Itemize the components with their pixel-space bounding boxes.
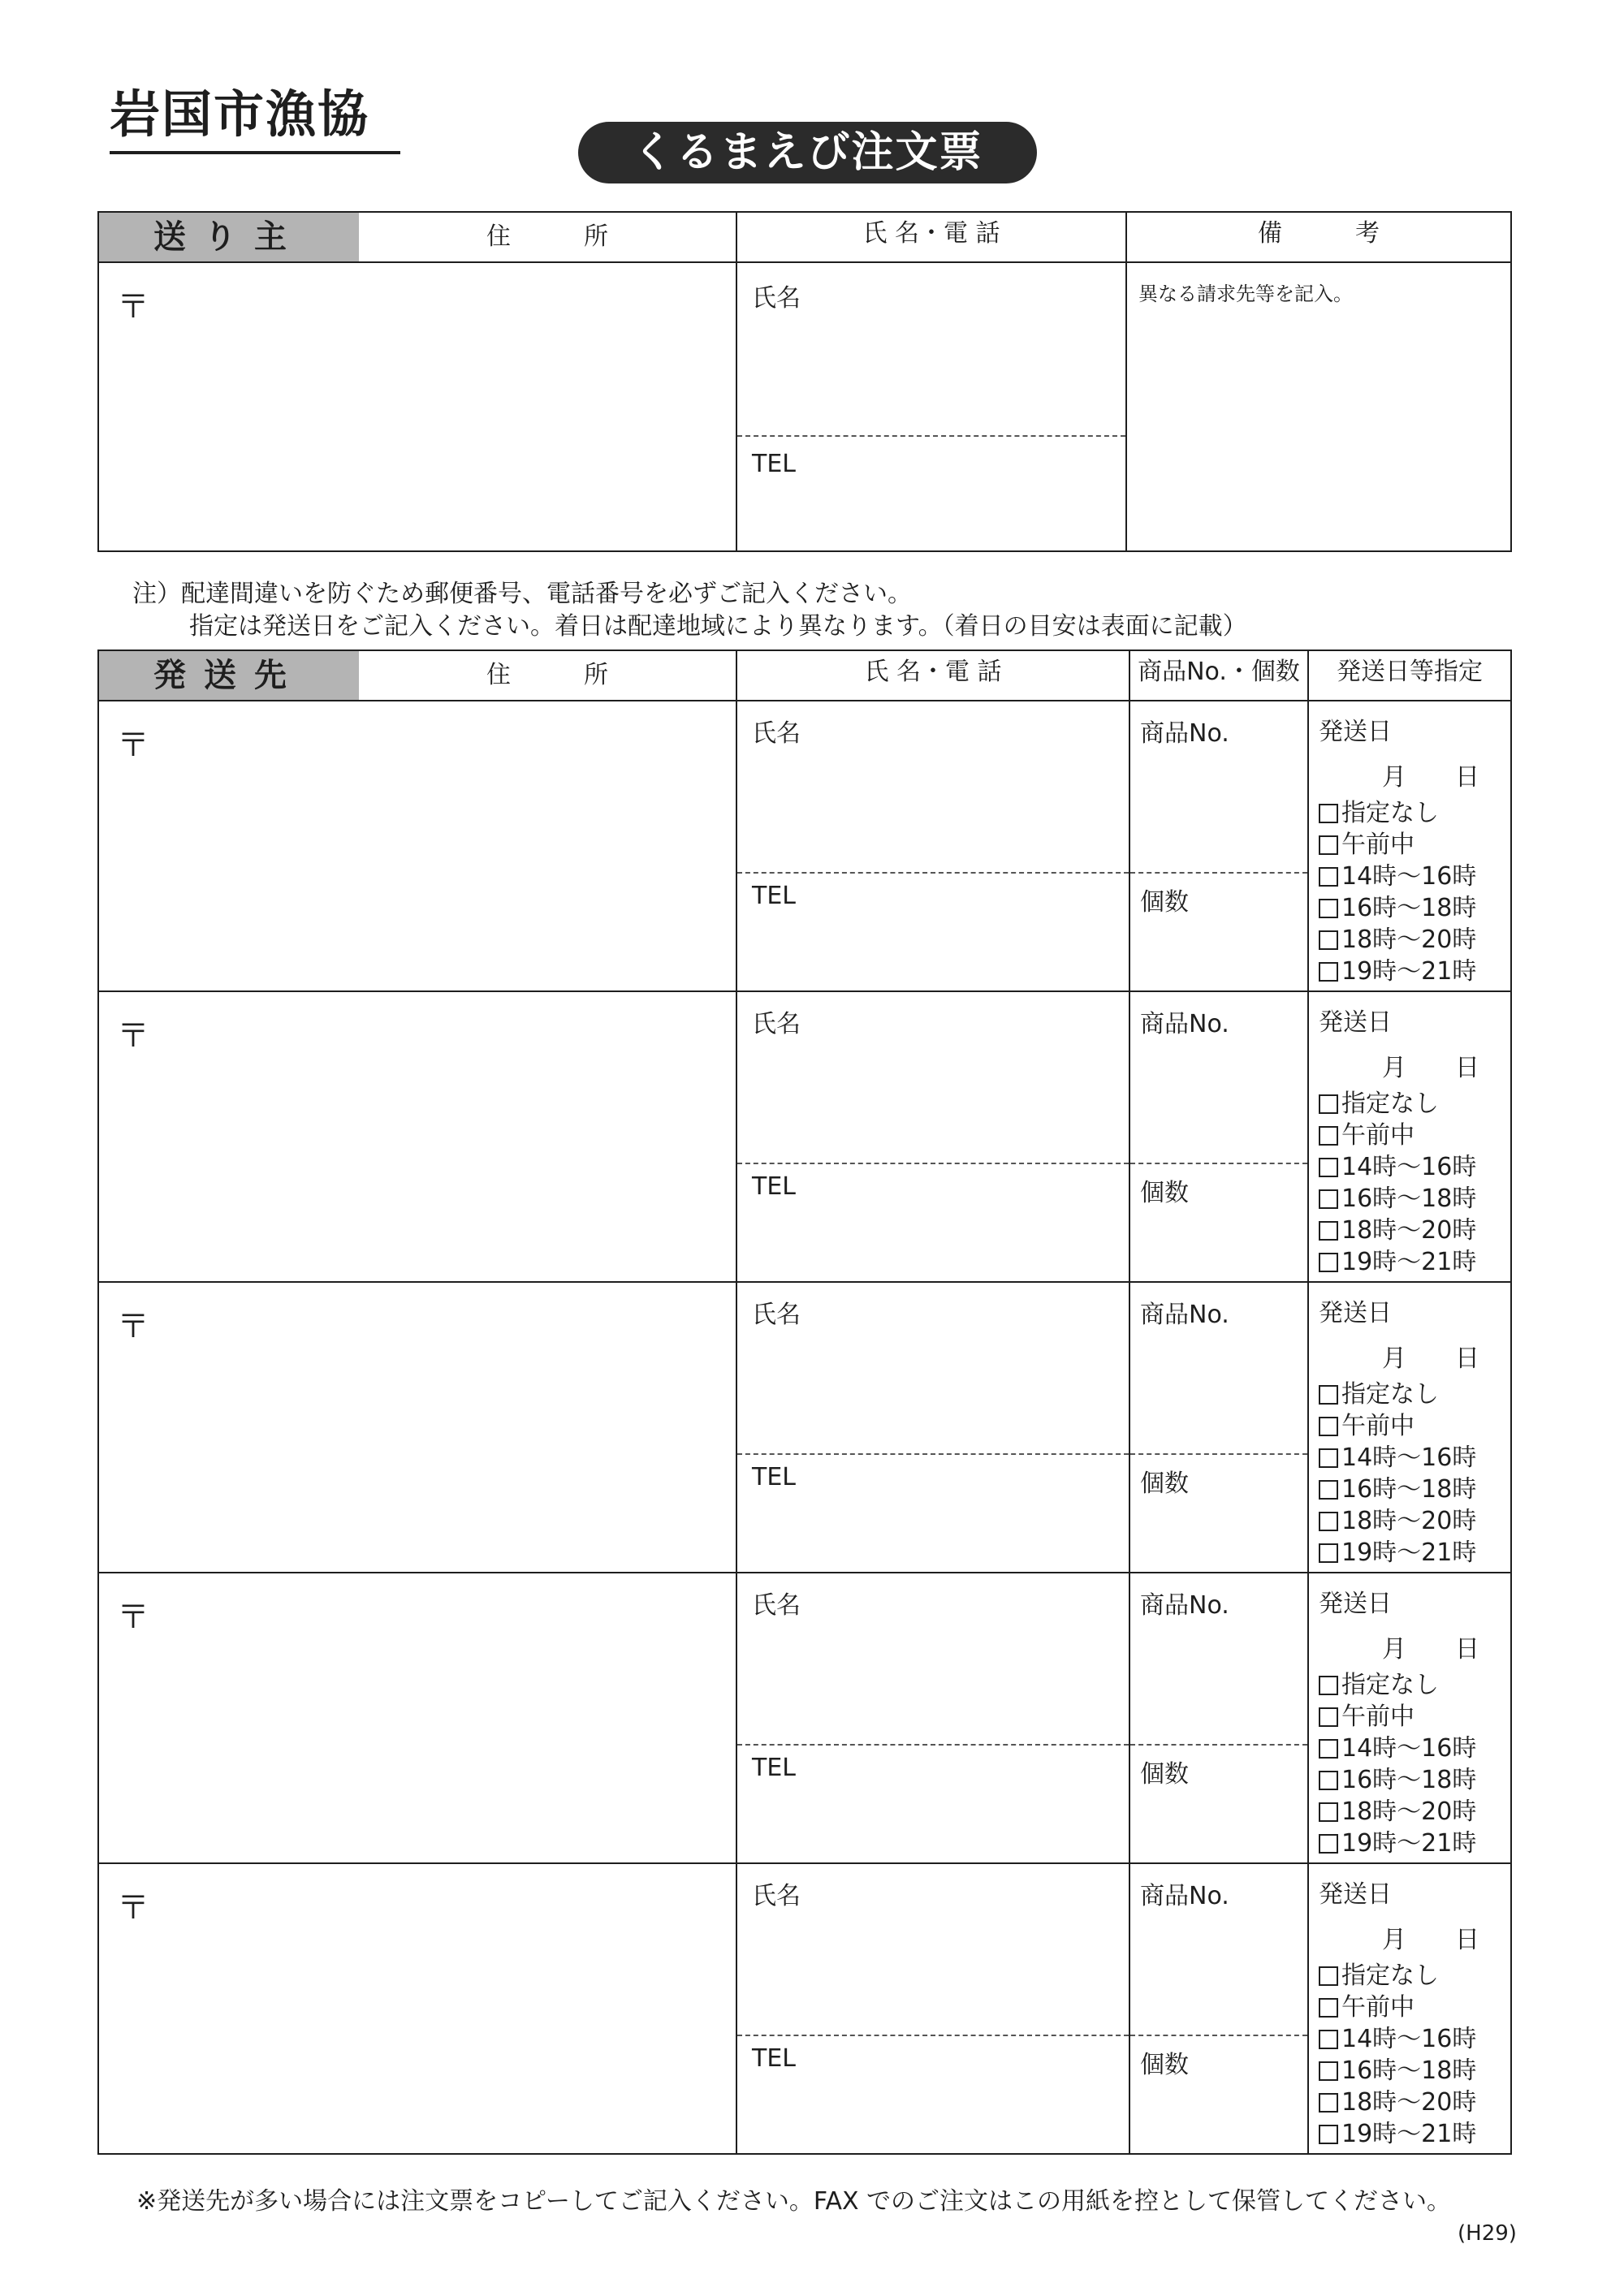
dashed-divider [1130,1163,1307,1164]
delivery-option[interactable] [1319,2023,1476,2055]
name-label: 氏名 [752,284,801,313]
checkbox[interactable] [1319,1676,1338,1695]
option-label: 19時～21時 [1341,1248,1477,1276]
recipient-name-phone-field[interactable] [736,1282,1129,1573]
recipient-delivery-field[interactable] [1308,701,1511,991]
checkbox[interactable] [1319,835,1338,855]
dashed-divider [1130,872,1307,874]
option-label: 19時～21時 [1341,1539,1477,1567]
option-label: 14時～16時 [1341,1734,1477,1763]
postal-mark: 〒 [117,1017,149,1055]
delivery-options [1319,1379,1476,1569]
sender-address-field[interactable] [98,262,736,551]
recipient-address-field[interactable] [98,991,736,1282]
ship-date-label: 発送日 [1319,1299,1392,1327]
option-label: 16時～18時 [1341,894,1477,922]
delivery-option[interactable] [1319,1505,1476,1537]
delivery-option[interactable] [1319,1120,1476,1151]
qty-label: 個数 [1140,2051,1189,2079]
month-day-label: 月 日 [1382,1344,1479,1373]
option-label: 14時～16時 [1341,1444,1477,1472]
col-name-phone: 氏 名・電 話 [736,212,1126,262]
option-label: 16時～18時 [1341,1475,1477,1504]
col-delivery: 発送日等指定 [1308,650,1511,701]
recipient-row [98,1573,1511,1863]
recipient-header-cell [98,650,736,701]
delivery-option[interactable] [1319,861,1476,892]
qty-label: 個数 [1140,1760,1189,1789]
checkbox[interactable] [1319,930,1338,950]
option-label: 14時～16時 [1341,862,1477,891]
delivery-option[interactable] [1319,1410,1476,1442]
checkbox[interactable] [1319,1512,1338,1531]
delivery-option[interactable] [1319,1764,1476,1796]
checkbox[interactable] [1319,867,1338,887]
delivery-options [1319,797,1476,987]
checkbox[interactable] [1319,1253,1338,1272]
delivery-option[interactable] [1319,797,1476,829]
sender-section-label: 送り主 [99,213,359,261]
recipient-product-qty-field[interactable] [1129,1573,1308,1863]
option-label: 16時～18時 [1341,1766,1477,1794]
month-day-label: 月 日 [1382,1926,1479,1954]
checkbox[interactable] [1319,1417,1338,1436]
delivery-options [1319,1669,1476,1859]
name-label: 氏名 [752,1591,801,1620]
delivery-option[interactable] [1319,1442,1476,1474]
checkbox[interactable] [1319,1126,1338,1146]
postal-mark: 〒 [117,1889,149,1927]
dashed-divider [737,435,1125,437]
recipient-delivery-field[interactable] [1308,1282,1511,1573]
col-address: 住 所 [486,661,608,689]
recipient-product-qty-field[interactable] [1129,1863,1308,2154]
footer-note: ※発送先が多い場合には注文票をコピーしてご記入ください。FAX でのご注文はこの用紙を控として保管してください。 [136,2187,1452,2216]
checkbox[interactable] [1319,1221,1338,1241]
option-label: 16時～18時 [1341,2056,1477,2085]
checkbox[interactable] [1319,2125,1338,2144]
option-label: 午前中 [1341,831,1415,859]
delivery-option[interactable] [1319,956,1476,987]
recipient-address-field[interactable] [98,1863,736,2154]
option-label: 14時～16時 [1341,1153,1477,1181]
month-day-label: 月 日 [1382,1635,1479,1664]
checkbox[interactable] [1319,2093,1338,2113]
organization-underline [110,151,400,154]
option-label: 午前中 [1341,1121,1415,1150]
delivery-options [1319,1960,1476,2150]
product-no-label: 商品No. [1140,719,1229,748]
col-name-phone: 氏 名・電 話 [736,650,1129,701]
col-product-qty: 商品No.・個数 [1129,650,1308,701]
recipient-product-qty-field[interactable] [1129,1282,1308,1573]
form-title: くるまえび注文票 [578,122,1037,183]
option-label: 19時～21時 [1341,1829,1477,1858]
option-label: 指定なし [1341,1090,1439,1118]
delivery-option[interactable] [1319,1088,1476,1120]
delivery-option[interactable] [1319,2055,1476,2087]
option-label: 18時～20時 [1341,1216,1477,1245]
sender-header-cell [98,212,736,262]
delivery-option[interactable] [1319,1474,1476,1505]
option-label: 18時～20時 [1341,1798,1477,1826]
recipient-row [98,701,1511,991]
form-code: (H29) [1458,2221,1517,2246]
recipient-delivery-field[interactable] [1308,991,1511,1282]
checkbox[interactable] [1319,899,1338,918]
delivery-option[interactable] [1319,1701,1476,1733]
option-label: 指定なし [1341,1380,1439,1409]
dashed-divider [737,1163,1129,1164]
delivery-option[interactable] [1319,1669,1476,1701]
option-label: 18時～20時 [1341,1507,1477,1535]
option-label: 午前中 [1341,1703,1415,1731]
checkbox[interactable] [1319,1094,1338,1114]
recipient-section-label: 発送先 [99,651,359,700]
delivery-option[interactable] [1319,2087,1476,2118]
option-label: 18時～20時 [1341,2088,1477,2117]
recipient-name-phone-field[interactable] [736,1863,1129,2154]
option-label: 16時～18時 [1341,1185,1477,1213]
ship-date-label: 発送日 [1319,1008,1392,1037]
postal-mark: 〒 [117,1599,149,1636]
tel-label: TEL [752,450,796,478]
dashed-divider [737,2035,1129,2036]
delivery-option[interactable] [1319,1379,1476,1410]
dashed-divider [737,872,1129,874]
delivery-option[interactable] [1319,1733,1476,1764]
dashed-divider [737,1744,1129,1746]
sender-name-phone-field[interactable] [736,262,1126,551]
checkbox[interactable] [1319,1543,1338,1563]
remarks-hint: 異なる請求先等を記入。 [1138,283,1353,305]
product-no-label: 商品No. [1140,1591,1229,1620]
checkbox[interactable] [1319,1707,1338,1727]
checkbox[interactable] [1319,804,1338,823]
delivery-option[interactable] [1319,924,1476,956]
note-line-2: 指定は発送日をご記入ください。着日は配達地域により異なります。（着日の目安は表面に記載） [189,612,1247,641]
delivery-options [1319,1088,1476,1278]
delivery-option[interactable] [1319,1828,1476,1859]
recipient-address-field[interactable] [98,1573,736,1863]
delivery-option[interactable] [1319,1183,1476,1215]
recipient-address-field[interactable] [98,1282,736,1573]
delivery-option[interactable] [1319,1246,1476,1278]
tel-label: TEL [752,1463,796,1491]
product-no-label: 商品No. [1140,1882,1229,1910]
option-label: 午前中 [1341,1993,1415,2022]
checkbox[interactable] [1319,1385,1338,1405]
note-line-1: 注）配達間違いを防ぐため郵便番号、電話番号を必ずご記入ください。 [132,580,912,608]
checkbox[interactable] [1319,1189,1338,1209]
option-label: 14時～16時 [1341,2025,1477,2053]
col-remarks: 備 考 [1126,212,1511,262]
recipient-name-phone-field[interactable] [736,701,1129,991]
checkbox[interactable] [1319,1480,1338,1500]
name-label: 氏名 [752,1301,801,1329]
qty-label: 個数 [1140,1179,1189,1207]
name-label: 氏名 [752,719,801,748]
recipient-row [98,1863,1511,2154]
product-no-label: 商品No. [1140,1301,1229,1329]
checkbox[interactable] [1319,1966,1338,1986]
checkbox[interactable] [1319,1802,1338,1822]
organization-name: 岩国市漁協 [110,84,370,144]
recipient-row [98,991,1511,1282]
checkbox[interactable] [1319,1998,1338,2018]
checkbox[interactable] [1319,1448,1338,1468]
option-label: 指定なし [1341,1962,1439,1990]
col-address: 住 所 [486,222,608,251]
dashed-divider [1130,2035,1307,2036]
dashed-divider [737,1453,1129,1455]
recipient-table [97,650,1512,2155]
recipient-address-field[interactable] [98,701,736,991]
recipient-product-qty-field[interactable] [1129,991,1308,1282]
checkbox[interactable] [1319,962,1338,982]
delivery-option[interactable] [1319,2118,1476,2150]
delivery-option[interactable] [1319,829,1476,861]
checkbox[interactable] [1319,2061,1338,2081]
delivery-option[interactable] [1319,1537,1476,1569]
delivery-option[interactable] [1319,1796,1476,1828]
option-label: 指定なし [1341,799,1439,827]
product-no-label: 商品No. [1140,1010,1229,1038]
tel-label: TEL [752,2044,796,2073]
tel-label: TEL [752,882,796,910]
ship-date-label: 発送日 [1319,1880,1392,1909]
postal-mark: 〒 [117,727,149,764]
recipient-name-phone-field[interactable] [736,1573,1129,1863]
ship-date-label: 発送日 [1319,1590,1392,1618]
delivery-option[interactable] [1319,1960,1476,1992]
checkbox[interactable] [1319,1771,1338,1790]
option-label: 19時～21時 [1341,957,1477,986]
month-day-label: 月 日 [1382,763,1479,792]
sender-remarks-field[interactable] [1126,262,1511,551]
qty-label: 個数 [1140,888,1189,917]
postal-mark: 〒 [117,288,149,326]
delivery-option[interactable] [1319,1992,1476,2023]
ship-date-label: 発送日 [1319,718,1392,746]
tel-label: TEL [752,1754,796,1782]
qty-label: 個数 [1140,1470,1189,1498]
checkbox[interactable] [1319,1739,1338,1759]
checkbox[interactable] [1319,1834,1338,1854]
recipient-row [98,1282,1511,1573]
postal-mark: 〒 [117,1308,149,1345]
option-label: 18時～20時 [1341,926,1477,954]
delivery-option[interactable] [1319,892,1476,924]
checkbox[interactable] [1319,2030,1338,2049]
delivery-option[interactable] [1319,1215,1476,1246]
option-label: 指定なし [1341,1671,1439,1699]
name-label: 氏名 [752,1010,801,1038]
checkbox[interactable] [1319,1158,1338,1177]
recipient-name-phone-field[interactable] [736,991,1129,1282]
recipient-product-qty-field[interactable] [1129,701,1308,991]
dashed-divider [1130,1453,1307,1455]
month-day-label: 月 日 [1382,1054,1479,1082]
delivery-option[interactable] [1319,1151,1476,1183]
recipient-delivery-field[interactable] [1308,1573,1511,1863]
sender-table [97,211,1512,552]
dashed-divider [1130,1744,1307,1746]
recipient-delivery-field[interactable] [1308,1863,1511,2154]
name-label: 氏名 [752,1882,801,1910]
option-label: 午前中 [1341,1412,1415,1440]
option-label: 19時～21時 [1341,2120,1477,2148]
tel-label: TEL [752,1172,796,1201]
